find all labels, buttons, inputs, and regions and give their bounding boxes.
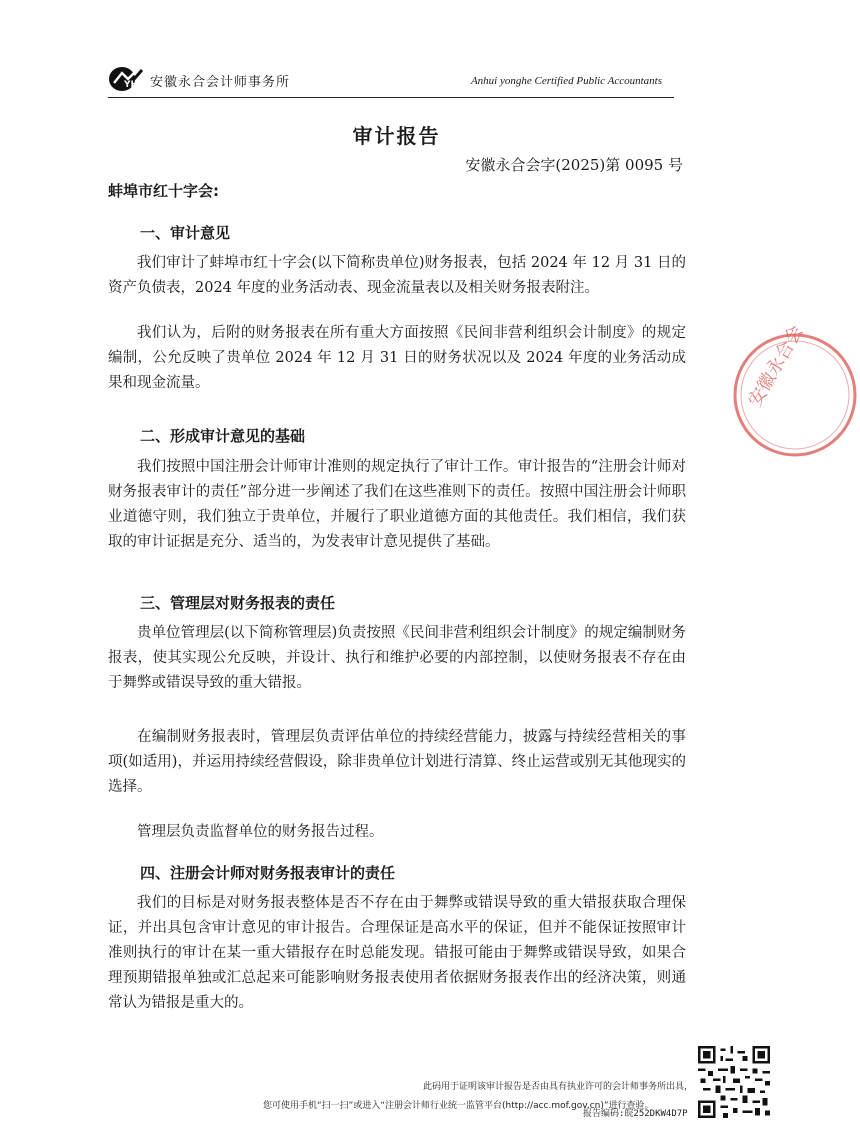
letterhead	[108, 66, 674, 96]
paragraph: 管理层负责监督单位的财务报告过程。	[137, 824, 384, 840]
document-number: 安徽永合会字(2025)第 0095 号	[465, 156, 683, 174]
report-code: 报告编码:皖252DKW4D7P	[583, 1109, 688, 1119]
verification-note	[423, 1082, 693, 1093]
svg-text:安徽永合会: 安徽永合会	[744, 321, 808, 411]
verification-note-line-2: 您可使用手机“扫一扫”或进入“注册会计师行业统一监管平台(http://acc.mof.gov.cn)”进行查验。	[263, 1101, 654, 1111]
paragraph: 我们认为，后附的财务报表在所有重大方面按照《民间非营利组织会计制度》的规定编制，公允反映了贵单位 2024 年 12 月 31 日的财务状况以及 2024 年度的业务活动成果和现金流量。	[108, 325, 686, 391]
paragraph: 我们按照中国注册会计师审计准则的规定执行了审计工作。审计报告的“注册会计师对财务报表审计的责任”部分进一步阐述了我们在这些准则下的责任。按照中国注册会计师职业道德守则，我们独立于贵单位，并履行了职业道德方面的其他责任。我们相信，我们获取的审计证据是充分、适当的，为发表审计意见提供了基础。	[108, 459, 686, 550]
section-heading-management: 三、管理层对财务报表的责任	[140, 594, 336, 612]
report-title: 审计报告	[352, 124, 441, 148]
firm-logo-icon	[108, 66, 144, 92]
paragraph: 在编制财务报表时，管理层负责评估单位的持续经营能力，披露与持续经营相关的事项(如适用)，并运用持续经营假设，除非贵单位计划进行清算、终止运营或别无其他现实的选择。	[108, 729, 686, 795]
header-divider	[108, 97, 674, 98]
company-seal-stamp	[730, 321, 860, 460]
firm-name-en: Anhui yonghe Certified Public Accountants	[470, 75, 662, 87]
qr-code-icon[interactable]	[698, 1046, 770, 1118]
section-heading-basis: 二、形成审计意见的基础	[140, 427, 306, 445]
paragraph: 我们的目标是对财务报表整体是否不存在由于舞弊或错误导致的重大错报获取合理保证，并出具包含审计意见的审计报告。合理保证是高水平的保证，但并不能保证按照审计准则执行的审计在某一重大错报存在时总能发现。错报可能由于舞弊或错误导致，如果合理预期错报单独或汇总起来可能影响财务报表使用者依据财务报表作出的经济决策，则通常认为错报是重大的。	[108, 895, 686, 1011]
section-heading-auditor: 四、注册会计师对财务报表审计的责任	[140, 864, 396, 882]
verification-note-line-1: 此码用于证明该审计报告是否由具有执业许可的会计师事务所出具，	[422, 1082, 693, 1092]
section-heading-opinion: 一、审计意见	[140, 224, 231, 242]
paragraph: 我们审计了蚌埠市红十字会(以下简称贵单位)财务报表，包括 2024 年 12 月 31 日的资产负债表，2024 年度的业务活动表、现金流量表以及相关财务报表附注。	[108, 255, 686, 296]
paragraph: 贵单位管理层(以下简称管理层)负责按照《民间非营利组织会计制度》的规定编制财务报表，使其实现公允反映，并设计、执行和维护必要的内部控制，以使财务报表不存在由于舞弊或错误导致的重大错报。	[108, 625, 686, 691]
firm-name-cn: 安徽永合会计师事务所	[150, 75, 291, 90]
svg-text:YH: YH	[124, 80, 139, 90]
addressee: 蚌埠市红十字会:	[108, 182, 219, 200]
